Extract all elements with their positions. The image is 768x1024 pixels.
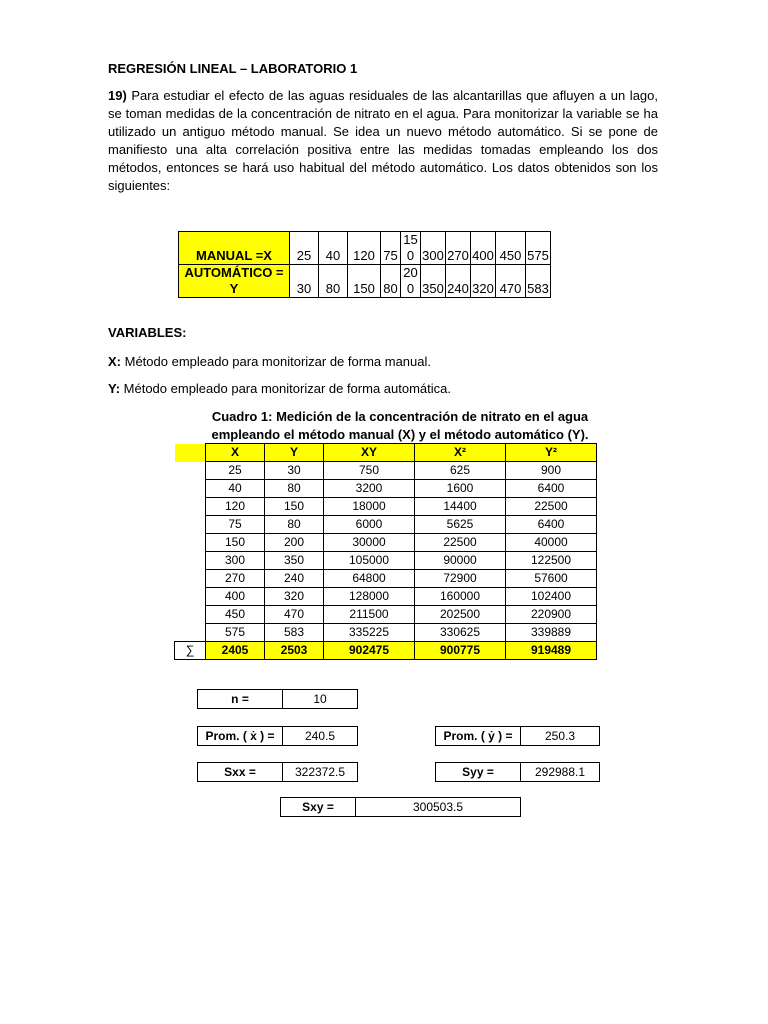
- cell: 30: [265, 462, 324, 480]
- cell: 240: [446, 265, 471, 298]
- cell: 128000: [324, 588, 415, 606]
- problem-number: 19): [108, 88, 127, 103]
- variable-x: [108, 354, 431, 369]
- variable-x-text: Método empleado para monitorizar de forma manual.: [121, 354, 431, 369]
- syy-label: Syy =: [435, 762, 521, 782]
- cell: 220900: [506, 606, 597, 624]
- cell: 575: [526, 232, 551, 265]
- n-value: 10: [283, 689, 358, 709]
- cell: 320: [265, 588, 324, 606]
- cell: 300: [206, 552, 265, 570]
- sum-cell: 902475: [324, 642, 415, 660]
- calculation-table: [174, 443, 597, 660]
- cell: 350: [265, 552, 324, 570]
- sxy-box: [280, 797, 521, 817]
- cell: 335225: [324, 624, 415, 642]
- table-row: [175, 516, 597, 534]
- cell: 200: [265, 534, 324, 552]
- blank-cell: [175, 570, 206, 588]
- cell: 339889: [506, 624, 597, 642]
- sum-cell: 2405: [206, 642, 265, 660]
- cell: 625: [415, 462, 506, 480]
- table-row: [175, 552, 597, 570]
- caption-line: Cuadro 1: Medición de la concentración de nitrato en el agua: [211, 409, 589, 424]
- cell: 270: [206, 570, 265, 588]
- cell: 90000: [415, 552, 506, 570]
- variable-y-key: Y:: [108, 381, 121, 396]
- prom-x-box: [197, 726, 358, 746]
- cell: 211500: [324, 606, 415, 624]
- table-row: [175, 498, 597, 516]
- table-row: [175, 588, 597, 606]
- prom-y-box: [435, 726, 600, 746]
- cell: 6000: [324, 516, 415, 534]
- table-header-row: [175, 444, 597, 462]
- manual-label: MANUAL =X: [179, 232, 290, 265]
- problem-statement: [108, 87, 658, 195]
- cell: 400: [206, 588, 265, 606]
- column-header: Y: [265, 444, 324, 462]
- table-row: [175, 480, 597, 498]
- cell: 5625: [415, 516, 506, 534]
- sxx-value: 322372.5: [283, 762, 358, 782]
- sxy-value: 300503.5: [356, 797, 521, 817]
- table-caption: [190, 408, 610, 444]
- table-row: [175, 462, 597, 480]
- cell: 80: [265, 516, 324, 534]
- table-row: [175, 534, 597, 552]
- cell: 1600: [415, 480, 506, 498]
- table-row: [175, 570, 597, 588]
- cell: 25: [290, 232, 319, 265]
- cell: 240: [265, 570, 324, 588]
- blank-cell: [175, 516, 206, 534]
- cell: 450: [496, 232, 526, 265]
- cell: 150: [265, 498, 324, 516]
- cell: 25: [206, 462, 265, 480]
- cell: 150: [348, 265, 381, 298]
- cell: 105000: [324, 552, 415, 570]
- cell: 330625: [415, 624, 506, 642]
- cell: 583: [265, 624, 324, 642]
- cell: 900: [506, 462, 597, 480]
- prom-y-value: 250.3: [521, 726, 600, 746]
- sxx-box: [197, 762, 358, 782]
- table-row: [175, 606, 597, 624]
- cell: 18000: [324, 498, 415, 516]
- cell: 202500: [415, 606, 506, 624]
- variable-y: [108, 381, 451, 396]
- cell: 3200: [324, 480, 415, 498]
- cell: 270: [446, 232, 471, 265]
- cell: 75: [206, 516, 265, 534]
- variables-heading: VARIABLES:: [108, 325, 187, 340]
- problem-text: Para estudiar el efecto de las aguas residuales de las alcantarillas que afluyen a un lago, se toman medidas de la concentración de nitrato en el agua. Para monitorizar la variable se ha utilizado un antiguo método manual. Se idea un nuevo método automático. Si se pone de manifiesto una alta correlación positiva entre las medidas tomadas empleando los dos métodos, entonces se hará uso habitual del método automático. Los datos obtenidos son los siguientes:: [108, 88, 658, 193]
- cell: 120: [348, 232, 381, 265]
- cell: 160000: [415, 588, 506, 606]
- blank-cell: [175, 444, 206, 462]
- sum-cell: 2503: [265, 642, 324, 660]
- cell: 14400: [415, 498, 506, 516]
- variable-y-text: Método empleado para monitorizar de forma automática.: [120, 381, 451, 396]
- syy-value: 292988.1: [521, 762, 600, 782]
- cell: 64800: [324, 570, 415, 588]
- column-header: XY: [324, 444, 415, 462]
- blank-cell: [175, 498, 206, 516]
- cell: 80: [381, 265, 401, 298]
- blank-cell: [175, 480, 206, 498]
- caption-line: empleando el método manual (X) y el método automático (Y).: [211, 427, 589, 442]
- cell: 350: [421, 265, 446, 298]
- prom-y-label: Prom. ( ẏ ) =: [435, 726, 521, 746]
- automatic-label: AUTOMÁTICO = Y: [179, 265, 290, 298]
- cell: 450: [206, 606, 265, 624]
- cell: 75: [381, 232, 401, 265]
- prom-x-label: Prom. ( ẋ ) =: [197, 726, 283, 746]
- cell: 40: [319, 232, 348, 265]
- cell: 22500: [415, 534, 506, 552]
- table-row: [175, 624, 597, 642]
- automatic-row: [179, 265, 551, 298]
- sum-symbol: ∑: [175, 642, 206, 660]
- cell: 200: [401, 265, 421, 298]
- blank-cell: [175, 606, 206, 624]
- cell: 72900: [415, 570, 506, 588]
- sum-cell: 900775: [415, 642, 506, 660]
- cell: 320: [471, 265, 496, 298]
- cell: 80: [265, 480, 324, 498]
- cell: 122500: [506, 552, 597, 570]
- cell: 750: [324, 462, 415, 480]
- cell: 57600: [506, 570, 597, 588]
- blank-cell: [175, 552, 206, 570]
- n-label: n =: [197, 689, 283, 709]
- cell: 470: [265, 606, 324, 624]
- cell: 30: [290, 265, 319, 298]
- prom-x-value: 240.5: [283, 726, 358, 746]
- cell: 120: [206, 498, 265, 516]
- cell: 470: [496, 265, 526, 298]
- syy-box: [435, 762, 600, 782]
- blank-cell: [175, 534, 206, 552]
- cell: 575: [206, 624, 265, 642]
- cell: 150: [206, 534, 265, 552]
- cell: 40000: [506, 534, 597, 552]
- cell: 300: [421, 232, 446, 265]
- raw-data-table: [178, 231, 551, 298]
- cell: 40: [206, 480, 265, 498]
- cell: 80: [319, 265, 348, 298]
- cell: 30000: [324, 534, 415, 552]
- cell: 102400: [506, 588, 597, 606]
- sum-row: [175, 642, 597, 660]
- column-header: X²: [415, 444, 506, 462]
- cell: 400: [471, 232, 496, 265]
- column-header: Y²: [506, 444, 597, 462]
- cell: 22500: [506, 498, 597, 516]
- cell: 6400: [506, 480, 597, 498]
- cell: 150: [401, 232, 421, 265]
- blank-cell: [175, 588, 206, 606]
- column-header: X: [206, 444, 265, 462]
- sum-cell: 919489: [506, 642, 597, 660]
- manual-row: [179, 232, 551, 265]
- n-box: [197, 689, 358, 709]
- blank-cell: [175, 462, 206, 480]
- cell: 6400: [506, 516, 597, 534]
- document-title: REGRESIÓN LINEAL – LABORATORIO 1: [108, 61, 358, 76]
- blank-cell: [175, 624, 206, 642]
- sxx-label: Sxx =: [197, 762, 283, 782]
- sxy-label: Sxy =: [280, 797, 356, 817]
- variable-x-key: X:: [108, 354, 121, 369]
- cell: 583: [526, 265, 551, 298]
